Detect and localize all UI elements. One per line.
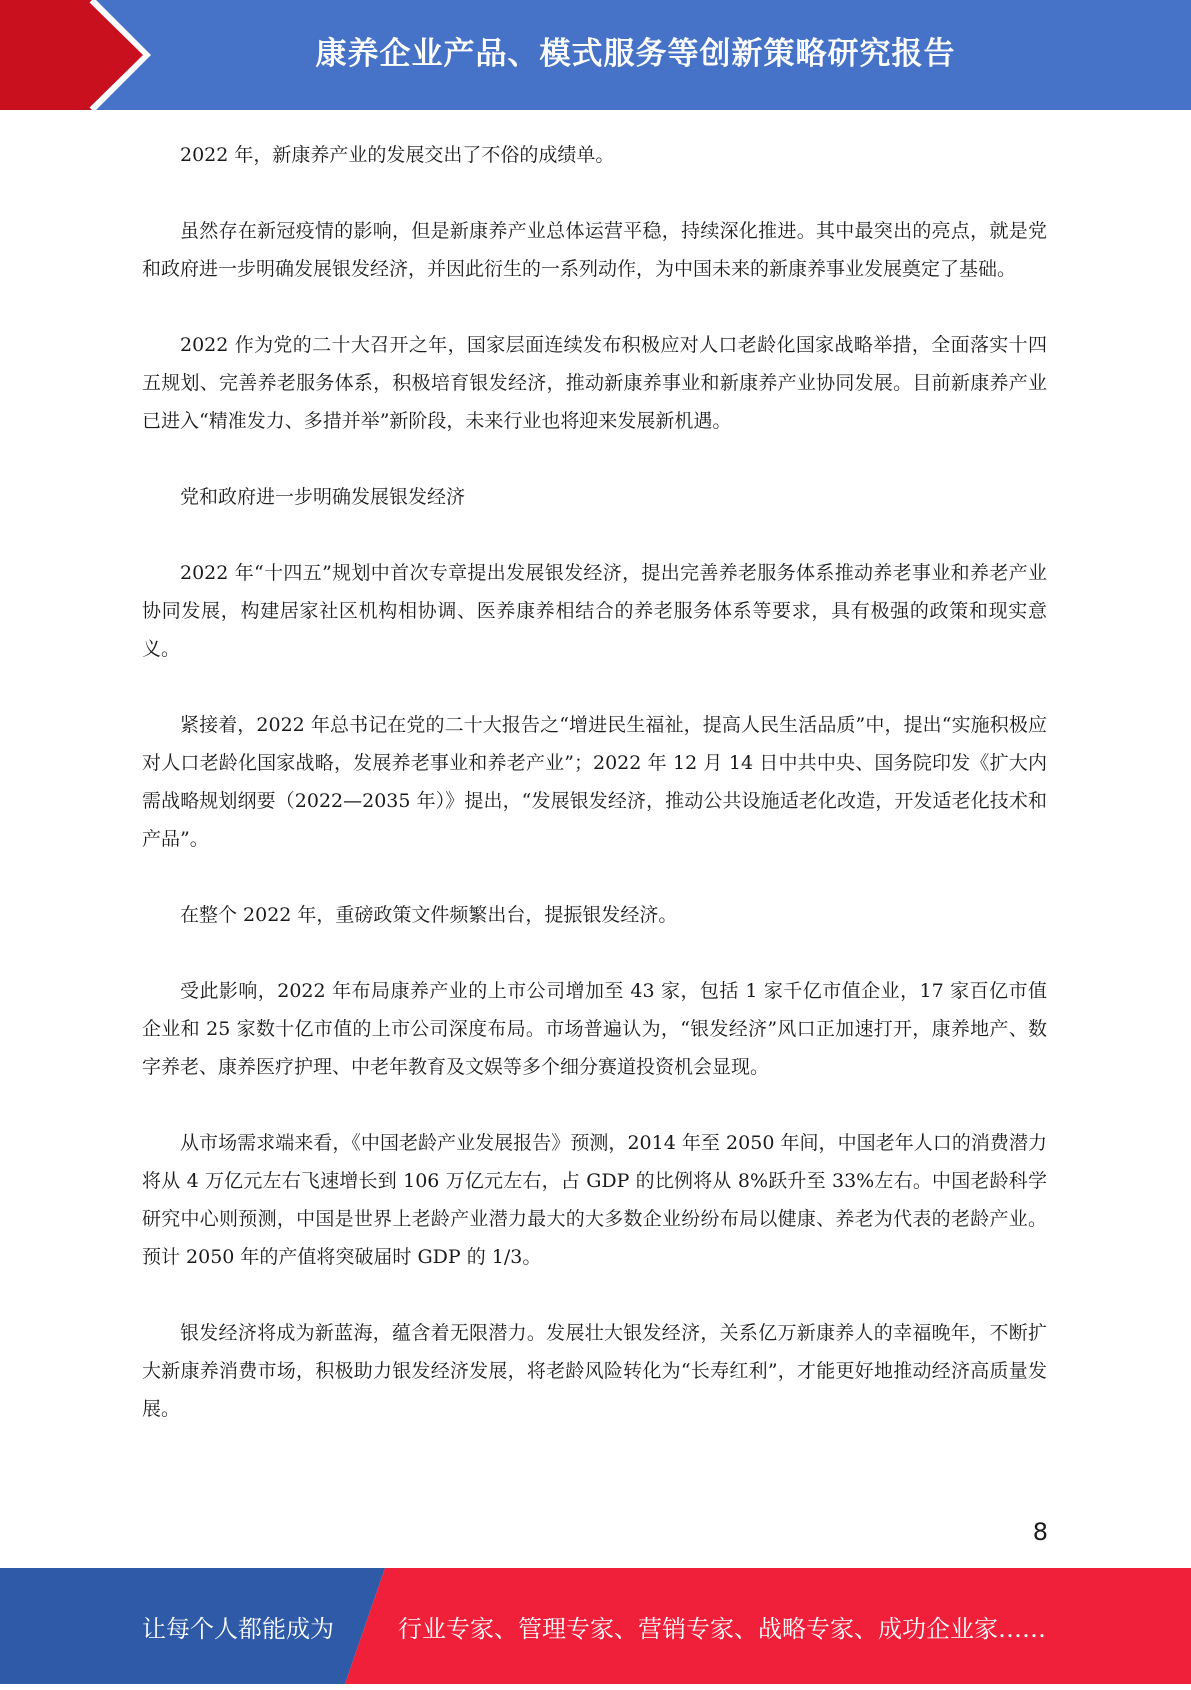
paragraph: 2022 年，新康养产业的发展交出了不俗的成绩单。 bbox=[180, 144, 615, 166]
paragraph: 虽然存在新冠疫情的影响，但是新康养产业总体运营平稳，持续深化推进。其中最突出的亮点，就是党和政府进一步明确发展银发经济，并因此衍生的一系列动作，为中国未来的新康养事业发展奠定了基础。 bbox=[142, 220, 1047, 280]
header-chevron-decoration bbox=[0, 0, 160, 110]
page-number: 8 bbox=[1032, 1518, 1048, 1546]
footer-slogan-left: 让每个人都能成为 bbox=[142, 1614, 334, 1643]
paragraph: 银发经济将成为新蓝海，蕴含着无限潜力。发展壮大银发经济，关系亿万新康养人的幸福晚年，不断扩大新康养消费市场，积极助力银发经济发展，将老龄风险转化为“长寿红利”，才能更好地推动经济高质量发展。 bbox=[142, 1322, 1047, 1420]
footer-banner bbox=[0, 1568, 1191, 1684]
paragraph: 受此影响，2022 年布局康养产业的上市公司增加至 43 家，包括 1 家千亿市值企业，17 家百亿市值企业和 25 家数十亿市值的上市公司深度布局。市场普遍认为，“银发经济”风口正加速打开，康养地产、数字养老、康养医疗护理、中老年教育及文娱等多个细分赛道投资机会显现。 bbox=[142, 980, 1047, 1078]
paragraph: 2022 年“十四五”规划中首次专章提出发展银发经济，提出完善养老服务体系推动养老事业和养老产业协同发展，构建居家社区机构相协调、医养康养相结合的养老服务体系等要求，具有极强的政策和现实意义。 bbox=[142, 562, 1047, 660]
paragraph: 从市场需求端来看，《中国老龄产业发展报告》预测，2014 年至 2050 年间，中国老年人口的消费潜力将从 4 万亿元左右飞速增长到 106 万亿元左右，占 GDP 的比例将从 8%跃升至 33%左右。中国老龄科学研究中心则预测，中国是世界上老龄产业潜力最大的大多数企业纷纷布局以健康、养老为代表的老龄产业。预计 2050 年的产值将突破届时 GDP 的 1/3。 bbox=[142, 1132, 1047, 1268]
document-body bbox=[142, 136, 1047, 1466]
paragraph: 紧接着，2022 年总书记在党的二十大报告之“增进民生福祉，提高人民生活品质”中，提出“实施积极应对人口老龄化国家战略，发展养老事业和养老产业”；2022 年 12 月 14 日中共中央、国务院印发《扩大内需战略规划纲要（2022—2035 年）》提出，“发展银发经济，推动公共设施适老化改造，开发适老化技术和产品”。 bbox=[142, 714, 1047, 850]
footer-slogan-right: 行业专家、管理专家、营销专家、战略专家、成功企业家…… bbox=[398, 1614, 1046, 1643]
paragraph: 2022 作为党的二十大召开之年，国家层面连续发布积极应对人口老龄化国家战略举措，全面落实十四五规划、完善养老服务体系，积极培育银发经济，推动新康养事业和新康养产业协同发展。目前新康养产业已进入“精准发力、多措并举”新阶段，未来行业也将迎来发展新机遇。 bbox=[142, 334, 1047, 432]
section-heading: 党和政府进一步明确发展银发经济 bbox=[180, 486, 466, 508]
header-bar bbox=[0, 0, 1191, 110]
report-title: 康养企业产品、模式服务等创新策略研究报告 bbox=[315, 35, 956, 72]
paragraph: 在整个 2022 年，重磅政策文件频繁出台，提振银发经济。 bbox=[180, 904, 678, 926]
